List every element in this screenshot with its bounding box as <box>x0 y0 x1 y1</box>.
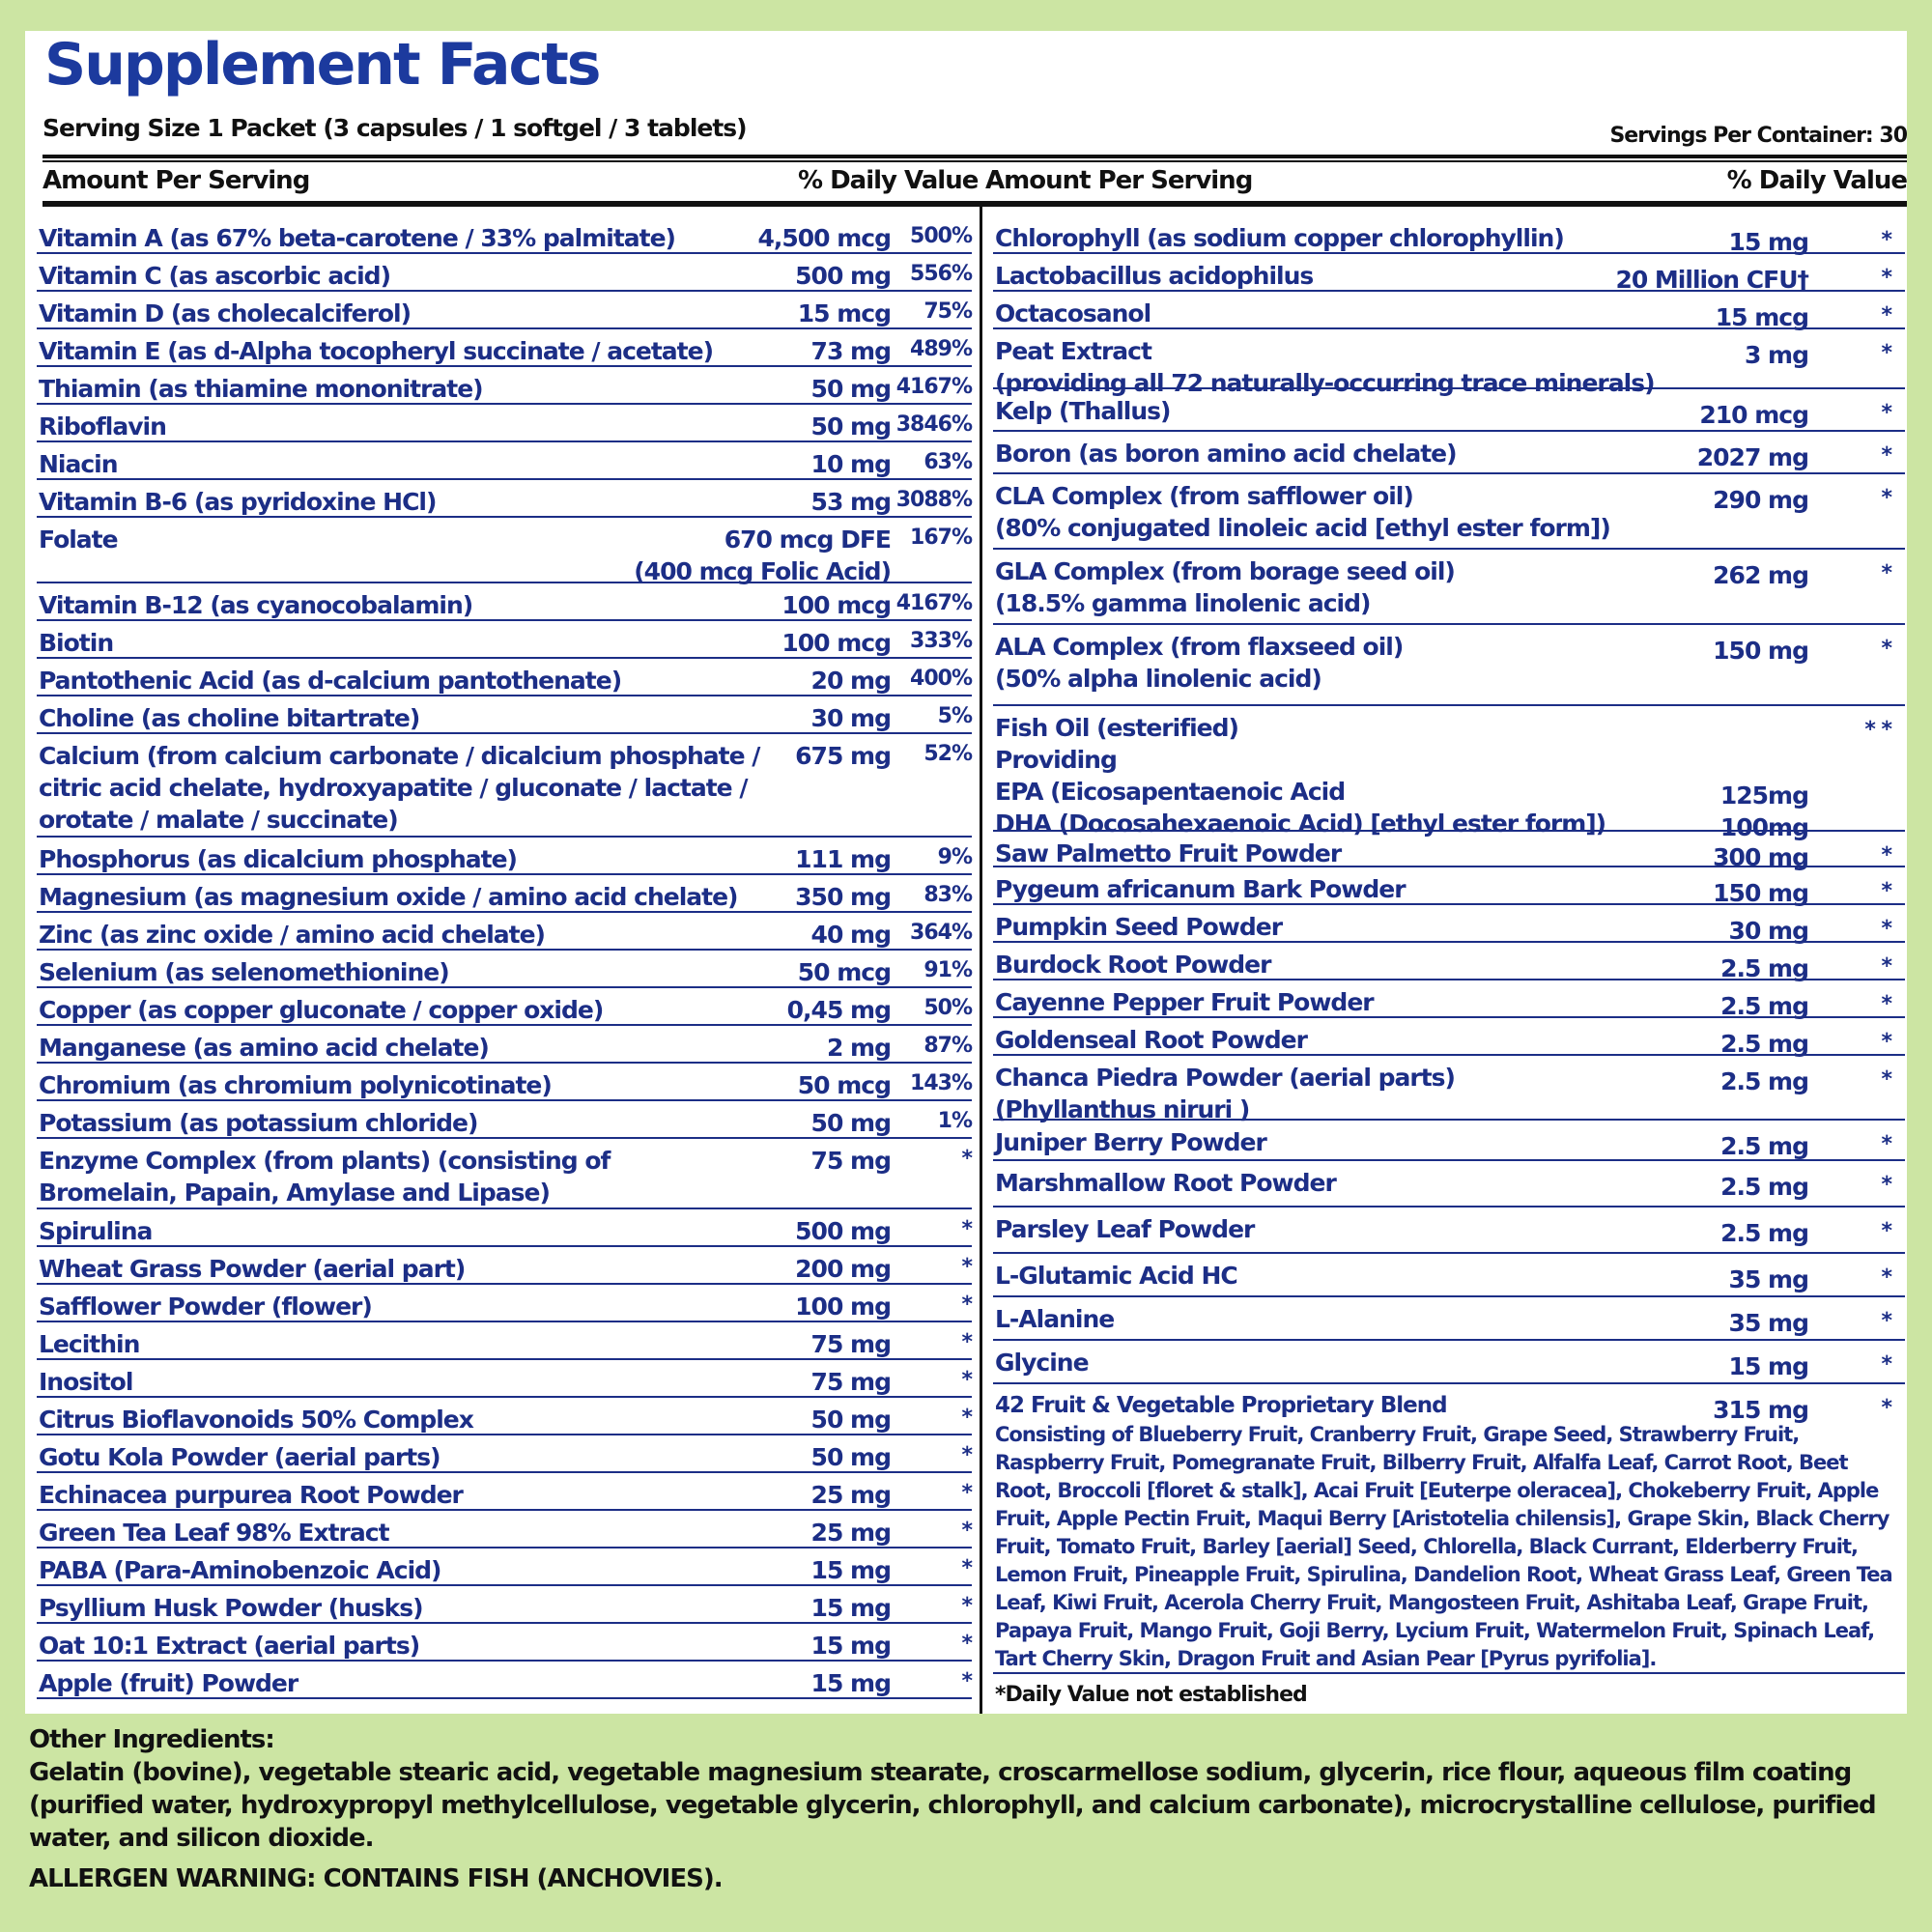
blend-ingredients: Consisting of Blueberry Fruit, Cranberry Fruit, Grape Seed, Strawberry Fruit, Raspberry Fruit, Pomegranate Fruit, Bilberry Fruit, Alfalfa Leaf, Carrot Root, Beet Root, Broccoli [floret & stalk], Acai Fruit [Euterpe oleracea], Chokeberry Fruit, Apple Fruit, Apple Pectin Fruit, Maqui Berry [Aristotelia chilensis], Grape Skin, Black Cherry Fruit, Tomato Fruit, Barley [aerial] Seed, Chlorella, Black Currant, Elderberry Fruit, Lemon Fruit, Pineapple Fruit, Spirulina, Dandelion Root, Wheat Grass Leaf, Green Tea Leaf, Kiwi Fruit, Acerola Cherry Fruit, Mangosteen Fruit, Ashitaba Leaf, Grape Fruit, Papaya Fruit, Mango Fruit, Goji Berry, Lycium Fruit, Watermelon Fruit, Spinach Leaf, Tart Cherry Skin, Dragon Fruit and Asian Pear [Pyrus pyrifolia]. <box>995 1423 1892 1670</box>
nutrient-row <box>37 734 972 838</box>
nutrient-row <box>993 943 1905 980</box>
nutrient-name: Vitamin A (as 67% beta-carotene / 33% palmitate) <box>39 224 675 252</box>
nutrient-row <box>993 389 1905 432</box>
nutrient-amount: 125mg 100mg <box>1719 781 1808 841</box>
nutrient-daily-value: * <box>1881 879 1891 903</box>
nutrient-daily-value: * <box>1881 1265 1891 1290</box>
nutrient-amount: 2.5 mg <box>1720 992 1808 1020</box>
nutrient-daily-value: * <box>1881 561 1891 585</box>
nutrient-name: Riboflavin <box>39 412 166 440</box>
nutrient-amount: 75 mg <box>810 1147 891 1175</box>
nutrient-name: GLA Complex (from borage seed oil) (18.5% gamma linolenic acid) <box>995 557 1455 617</box>
nutrient-daily-value: 52% <box>923 742 972 766</box>
nutrient-name: Chromium (as chromium polynicotinate) <box>39 1071 552 1099</box>
nutrient-row <box>37 1624 972 1662</box>
nutrient-name: Safflower Powder (flower) <box>39 1293 372 1321</box>
nutrient-daily-value: 63% <box>923 450 972 474</box>
nutrient-daily-value: * <box>1881 992 1891 1016</box>
allergen-warning: ALLERGEN WARNING: CONTAINS FISH (ANCHOVIES). <box>29 1864 723 1893</box>
nutrient-daily-value: 3846% <box>895 412 972 437</box>
nutrient-amount: 2.5 mg <box>1720 1067 1808 1095</box>
nutrient-name: Selenium (as selenomethionine) <box>39 958 449 986</box>
nutrient-daily-value: * <box>961 1632 972 1656</box>
nutrient-name: Psyllium Husk Powder (husks) <box>39 1594 423 1622</box>
blend-daily-value: * <box>1881 1396 1891 1420</box>
nutrient-row <box>37 1101 972 1139</box>
nutrient-row <box>37 480 972 518</box>
nutrient-name: Gotu Kola Powder (aerial parts) <box>39 1443 440 1471</box>
nutrient-row <box>993 832 1905 871</box>
nutrient-name: Choline (as choline bitartrate) <box>39 704 420 732</box>
nutrient-name: Lecithin <box>39 1330 140 1358</box>
nutrient-amount: 500 mg <box>795 262 891 290</box>
nutrient-daily-value: 556% <box>910 262 972 286</box>
nutrient-name: Green Tea Leaf 98% Extract <box>39 1519 389 1547</box>
nutrient-row <box>993 1121 1905 1161</box>
nutrient-daily-value: * <box>961 1556 972 1580</box>
nutrient-daily-value: * <box>1881 266 1891 290</box>
nutrient-name: Vitamin E (as d-Alpha tocopheryl succinate / acetate) <box>39 337 714 365</box>
nutrient-amount: 200 mg <box>795 1255 891 1283</box>
nutrient-daily-value: 167% <box>910 526 972 550</box>
nutrient-amount: 670 mcg DFE (400 mcg Folic Acid) <box>634 526 891 585</box>
nutrient-name: Magnesium (as magnesium oxide / amino acid chelate) <box>39 883 738 911</box>
nutrient-daily-value: * <box>1881 1219 1891 1243</box>
nutrient-name: Pumpkin Seed Powder <box>995 913 1283 941</box>
header-rule <box>43 201 1907 207</box>
nutrient-daily-value: * <box>961 1217 972 1241</box>
nutrient-row <box>993 1341 1905 1384</box>
nutrient-name: Peat Extract (providing all 72 naturally-occurring trace minerals) <box>995 337 1655 397</box>
proprietary-blend <box>993 1384 1905 1674</box>
nutrient-daily-value: * <box>1881 843 1891 867</box>
nutrient-row <box>37 1247 972 1285</box>
nutrient-daily-value: * <box>961 1669 972 1693</box>
nutrient-row <box>993 980 1905 1018</box>
nutrient-row <box>37 1548 972 1586</box>
nutrient-name: PABA (Para-Aminobenzoic Acid) <box>39 1556 441 1584</box>
nutrient-name: ALA Complex (from flaxseed oil) (50% alpha linolenic acid) <box>995 633 1404 693</box>
nutrient-row <box>37 1586 972 1624</box>
nutrient-name: Vitamin C (as ascorbic acid) <box>39 262 390 290</box>
nutrient-name: Vitamin B-12 (as cyanocobalamin) <box>39 591 473 619</box>
nutrient-amount: 20 mg <box>810 667 891 695</box>
nutrient-amount: 150 mg <box>1713 637 1808 665</box>
nutrient-name: Apple (fruit) Powder <box>39 1669 298 1697</box>
nutrient-amount: 2 mg <box>826 1034 891 1062</box>
nutrient-row <box>993 625 1905 706</box>
nutrient-amount: 100 mcg <box>781 591 891 619</box>
nutrient-daily-value: * <box>1881 1132 1891 1156</box>
nutrient-daily-value: * <box>961 1368 972 1392</box>
nutrient-row <box>993 432 1905 474</box>
nutrient-row <box>993 329 1905 397</box>
nutrient-name: Folate <box>39 526 118 554</box>
nutrient-daily-value: * <box>1881 443 1891 468</box>
left-header-dv: % Daily Value <box>798 166 979 195</box>
servings-per-container: Servings Per Container: 30 <box>1609 124 1907 148</box>
nutrient-daily-value: * <box>961 1293 972 1317</box>
nutrient-name: Goldenseal Root Powder <box>995 1026 1307 1054</box>
nutrient-daily-value: 400% <box>910 667 972 691</box>
other-ingredients-title: Other Ingredients: <box>29 1725 274 1754</box>
nutrient-name: Lactobacillus acidophilus <box>995 262 1314 290</box>
nutrient-row <box>37 367 972 405</box>
column-divider <box>980 207 982 1714</box>
nutrient-row <box>993 1018 1905 1056</box>
nutrient-amount: 2.5 mg <box>1720 1132 1808 1160</box>
nutrient-name: Niacin <box>39 450 118 478</box>
nutrient-row <box>37 1360 972 1398</box>
nutrient-daily-value: 333% <box>910 629 972 653</box>
nutrient-row <box>993 1297 1905 1341</box>
nutrient-row <box>37 1064 972 1101</box>
nutrient-name: Phosphorus (as dicalcium phosphate) <box>39 845 517 873</box>
nutrient-daily-value: 91% <box>923 958 972 982</box>
nutrient-name: Citrus Bioflavonoids 50% Complex <box>39 1406 473 1434</box>
nutrient-daily-value: * <box>1881 954 1891 979</box>
nutrient-row <box>37 442 972 480</box>
nutrient-amount: 50 mg <box>810 1109 891 1137</box>
nutrient-amount: 30 mg <box>1728 917 1808 945</box>
nutrient-amount: 0,45 mg <box>786 996 891 1024</box>
nutrient-row <box>37 518 972 583</box>
nutrient-daily-value: * <box>961 1147 972 1171</box>
nutrient-daily-value: 50% <box>923 996 972 1020</box>
nutrient-amount: 300 mg <box>1713 843 1808 871</box>
nutrient-row <box>37 659 972 696</box>
nutrient-daily-value: 1% <box>937 1109 972 1133</box>
nutrient-daily-value: * * <box>1864 718 1891 742</box>
right-nutrient-column <box>993 216 1905 1674</box>
nutrient-daily-value: 9% <box>937 845 972 869</box>
nutrient-row <box>37 1026 972 1064</box>
left-nutrient-column <box>37 216 972 1699</box>
nutrient-row <box>993 254 1905 292</box>
nutrient-row <box>37 1322 972 1360</box>
nutrient-name: Echinacea purpurea Root Powder <box>39 1481 463 1509</box>
nutrient-amount: 50 mg <box>810 1406 891 1434</box>
nutrient-amount: 53 mg <box>810 488 891 516</box>
nutrient-amount: 35 mg <box>1728 1309 1808 1337</box>
nutrient-daily-value: 3088% <box>895 488 972 512</box>
nutrient-name: Marshmallow Root Powder <box>995 1169 1336 1197</box>
nutrient-daily-value: 87% <box>923 1034 972 1058</box>
nutrient-name: Saw Palmetto Fruit Powder <box>995 839 1342 867</box>
nutrient-amount: 15 mcg <box>797 299 891 327</box>
nutrient-daily-value: 500% <box>910 224 972 248</box>
other-ingredients <box>29 1723 1903 1855</box>
nutrient-amount: 35 mg <box>1728 1265 1808 1293</box>
nutrient-daily-value: 4167% <box>895 591 972 615</box>
nutrient-amount: 262 mg <box>1713 561 1808 589</box>
nutrient-row <box>993 706 1905 841</box>
nutrient-amount: 75 mg <box>810 1330 891 1358</box>
nutrient-row <box>37 329 972 367</box>
nutrient-name: Vitamin B-6 (as pyridoxine HCl) <box>39 488 437 516</box>
nutrient-name: Cayenne Pepper Fruit Powder <box>995 988 1374 1016</box>
nutrient-name: Burdock Root Powder <box>995 951 1271 979</box>
nutrient-row <box>37 292 972 329</box>
nutrient-amount: 50 mg <box>810 412 891 440</box>
nutrient-row <box>37 405 972 442</box>
blend-name: 42 Fruit & Vegetable Proprietary Blend <box>995 1393 1447 1418</box>
nutrient-daily-value: * <box>1881 486 1891 510</box>
nutrient-row <box>993 1161 1905 1208</box>
nutrient-daily-value: * <box>1881 1030 1891 1054</box>
nutrient-amount: 15 mg <box>810 1669 891 1697</box>
nutrient-amount: 2.5 mg <box>1720 1219 1808 1247</box>
nutrient-name: Thiamin (as thiamine mononitrate) <box>39 375 483 403</box>
nutrient-row <box>37 1398 972 1435</box>
nutrient-amount: 3 mg <box>1744 341 1808 369</box>
left-header-amount: Amount Per Serving <box>43 166 310 195</box>
nutrient-daily-value: 143% <box>910 1071 972 1095</box>
dv-footnote: *Daily Value not established <box>995 1683 1307 1707</box>
nutrient-row <box>993 474 1905 550</box>
label-title: Supplement Facts <box>44 31 600 99</box>
nutrient-row <box>37 1473 972 1511</box>
nutrient-row <box>37 1285 972 1322</box>
nutrient-amount: 50 mcg <box>797 1071 891 1099</box>
nutrient-name: Calcium (from calcium carbonate / dicalcium phosphate / citric acid chelate, hydroxyapatite / gluconate / lactate / orotate / malate / succinate) <box>39 742 760 834</box>
right-header-dv: % Daily Value <box>1726 166 1907 195</box>
nutrient-amount: 210 mcg <box>1699 401 1808 429</box>
nutrient-daily-value: * <box>961 1406 972 1430</box>
nutrient-amount: 15 mg <box>810 1632 891 1660</box>
nutrient-name: L-Glutamic Acid HC <box>995 1262 1237 1290</box>
nutrient-name: Spirulina <box>39 1217 153 1245</box>
nutrient-amount: 15 mg <box>810 1594 891 1622</box>
nutrient-daily-value: * <box>961 1330 972 1354</box>
nutrient-name: Manganese (as amino acid chelate) <box>39 1034 489 1062</box>
nutrient-name: Vitamin D (as cholecalciferol) <box>39 299 412 327</box>
nutrient-name: Potassium (as potassium chloride) <box>39 1109 478 1137</box>
nutrient-row <box>37 621 972 659</box>
nutrient-row <box>37 1209 972 1247</box>
nutrient-amount: 150 mg <box>1713 879 1808 907</box>
nutrient-daily-value: 489% <box>910 337 972 361</box>
nutrient-amount: 73 mg <box>810 337 891 365</box>
nutrient-row <box>993 867 1905 905</box>
nutrient-row <box>993 550 1905 625</box>
nutrient-amount: 675 mg <box>795 742 891 770</box>
nutrient-row <box>37 583 972 621</box>
nutrient-name: Chlorophyll (as sodium copper chlorophyllin) <box>995 224 1564 252</box>
nutrient-name: L-Alanine <box>995 1305 1115 1333</box>
nutrient-row <box>993 292 1905 329</box>
nutrient-amount: 15 mg <box>1728 228 1808 256</box>
nutrient-name: Zinc (as zinc oxide / amino acid chelate) <box>39 921 545 949</box>
nutrient-amount: 2.5 mg <box>1720 1030 1808 1058</box>
other-ingredients-text: Gelatin (bovine), vegetable stearic acid, vegetable magnesium stearate, croscarmellose sodium, glycerin, rice flour, aqueous film coating (purified water, hydroxypropyl methylcellulose, vegetable glycerin, chlorophyll, and calcium carbonate), microcrystalline cellulose, purified water, and silicon dioxide. <box>29 1758 1876 1853</box>
nutrient-amount: 290 mg <box>1713 486 1808 514</box>
nutrient-row <box>993 1056 1905 1121</box>
nutrient-amount: 2.5 mg <box>1720 1173 1808 1201</box>
top-rule-thin <box>43 160 1907 162</box>
nutrient-name: Inositol <box>39 1368 133 1396</box>
nutrient-name: Chanca Piedra Powder (aerial parts) (Phyllanthus niruri ) <box>995 1064 1455 1123</box>
nutrient-amount: 50 mcg <box>797 958 891 986</box>
nutrient-amount: 15 mg <box>810 1556 891 1584</box>
nutrient-name: Oat 10:1 Extract (aerial parts) <box>39 1632 420 1660</box>
nutrient-amount: 2027 mg <box>1696 443 1808 471</box>
nutrient-daily-value: 5% <box>937 704 972 728</box>
nutrient-daily-value: * <box>1881 401 1891 425</box>
nutrient-name: Boron (as boron amino acid chelate) <box>995 440 1457 468</box>
right-header-amount: Amount Per Serving <box>985 166 1253 195</box>
nutrient-row <box>37 696 972 734</box>
nutrient-amount: 100 mcg <box>781 629 891 657</box>
nutrient-name: Pantothenic Acid (as d-calcium pantothenate) <box>39 667 622 695</box>
blend-amount: 315 mg <box>1713 1396 1808 1424</box>
nutrient-row <box>37 951 972 988</box>
nutrient-daily-value: * <box>1881 917 1891 941</box>
nutrient-name: Glycine <box>995 1349 1089 1377</box>
nutrient-name: CLA Complex (from safflower oil) (80% conjugated linoleic acid [ethyl ester form]) <box>995 482 1610 542</box>
nutrient-row <box>37 913 972 951</box>
top-rule <box>43 155 1907 158</box>
nutrient-amount: 50 mg <box>810 1443 891 1471</box>
nutrient-name: Enzyme Complex (from plants) (consisting of Bromelain, Papain, Amylase and Lipase) <box>39 1147 611 1207</box>
nutrient-name: Copper (as copper gluconate / copper oxide) <box>39 996 604 1024</box>
nutrient-row <box>37 875 972 913</box>
nutrient-daily-value: * <box>961 1481 972 1505</box>
nutrient-daily-value: * <box>1881 341 1891 365</box>
nutrient-name: Wheat Grass Powder (aerial part) <box>39 1255 466 1283</box>
nutrient-amount: 50 mg <box>810 375 891 403</box>
nutrient-row <box>37 838 972 875</box>
nutrient-daily-value: 364% <box>910 921 972 945</box>
nutrient-amount: 111 mg <box>795 845 891 873</box>
nutrient-daily-value: 75% <box>923 299 972 324</box>
nutrient-row <box>37 988 972 1026</box>
nutrient-amount: 500 mg <box>795 1217 891 1245</box>
nutrient-daily-value: * <box>961 1255 972 1279</box>
nutrient-row <box>37 1511 972 1548</box>
nutrient-amount: 75 mg <box>810 1368 891 1396</box>
nutrient-row <box>37 1435 972 1473</box>
nutrient-amount: 15 mg <box>1728 1352 1808 1380</box>
nutrient-daily-value: 4167% <box>895 375 972 399</box>
nutrient-row <box>37 216 972 254</box>
nutrient-name: Juniper Berry Powder <box>995 1128 1266 1156</box>
nutrient-row <box>993 1208 1905 1254</box>
nutrient-name: Parsley Leaf Powder <box>995 1215 1255 1243</box>
nutrient-amount: 20 Million CFU† <box>1615 266 1808 294</box>
nutrient-amount: 15 mcg <box>1715 303 1808 331</box>
nutrient-row <box>37 254 972 292</box>
nutrient-name: Octacosanol <box>995 299 1151 327</box>
nutrient-daily-value: * <box>1881 1067 1891 1092</box>
nutrient-row <box>37 1139 972 1209</box>
nutrient-name: Pygeum africanum Bark Powder <box>995 875 1406 903</box>
nutrient-amount: 40 mg <box>810 921 891 949</box>
nutrient-amount: 4,500 mcg <box>757 224 891 252</box>
nutrient-row <box>993 905 1905 943</box>
nutrient-daily-value: * <box>1881 1309 1891 1333</box>
nutrient-name: Kelp (Thallus) <box>995 397 1171 425</box>
nutrient-name: Fish Oil (esterified) Providing EPA (Eicosapentaenoic Acid DHA (Docosahexaenoic Acid) [ethyl ester form]) <box>995 714 1606 838</box>
nutrient-daily-value: * <box>1881 1173 1891 1197</box>
nutrient-daily-value: 83% <box>923 883 972 907</box>
serving-size: Serving Size 1 Packet (3 capsules / 1 softgel / 3 tablets) <box>43 114 747 142</box>
nutrient-amount: 30 mg <box>810 704 891 732</box>
nutrient-daily-value: * <box>1881 303 1891 327</box>
nutrient-row <box>993 1254 1905 1297</box>
nutrient-row <box>37 1662 972 1699</box>
nutrient-amount: 10 mg <box>810 450 891 478</box>
nutrient-daily-value: * <box>961 1594 972 1618</box>
nutrient-daily-value: * <box>961 1519 972 1543</box>
nutrient-daily-value: * <box>1881 637 1891 661</box>
nutrient-amount: 350 mg <box>795 883 891 911</box>
nutrient-daily-value: * <box>1881 1352 1891 1377</box>
nutrient-amount: 2.5 mg <box>1720 954 1808 982</box>
nutrient-name: Biotin <box>39 629 114 657</box>
nutrient-amount: 25 mg <box>810 1481 891 1509</box>
nutrient-daily-value: * <box>1881 228 1891 252</box>
nutrient-row <box>993 216 1905 254</box>
nutrient-daily-value: * <box>961 1443 972 1467</box>
nutrient-amount: 25 mg <box>810 1519 891 1547</box>
nutrient-amount: 100 mg <box>795 1293 891 1321</box>
